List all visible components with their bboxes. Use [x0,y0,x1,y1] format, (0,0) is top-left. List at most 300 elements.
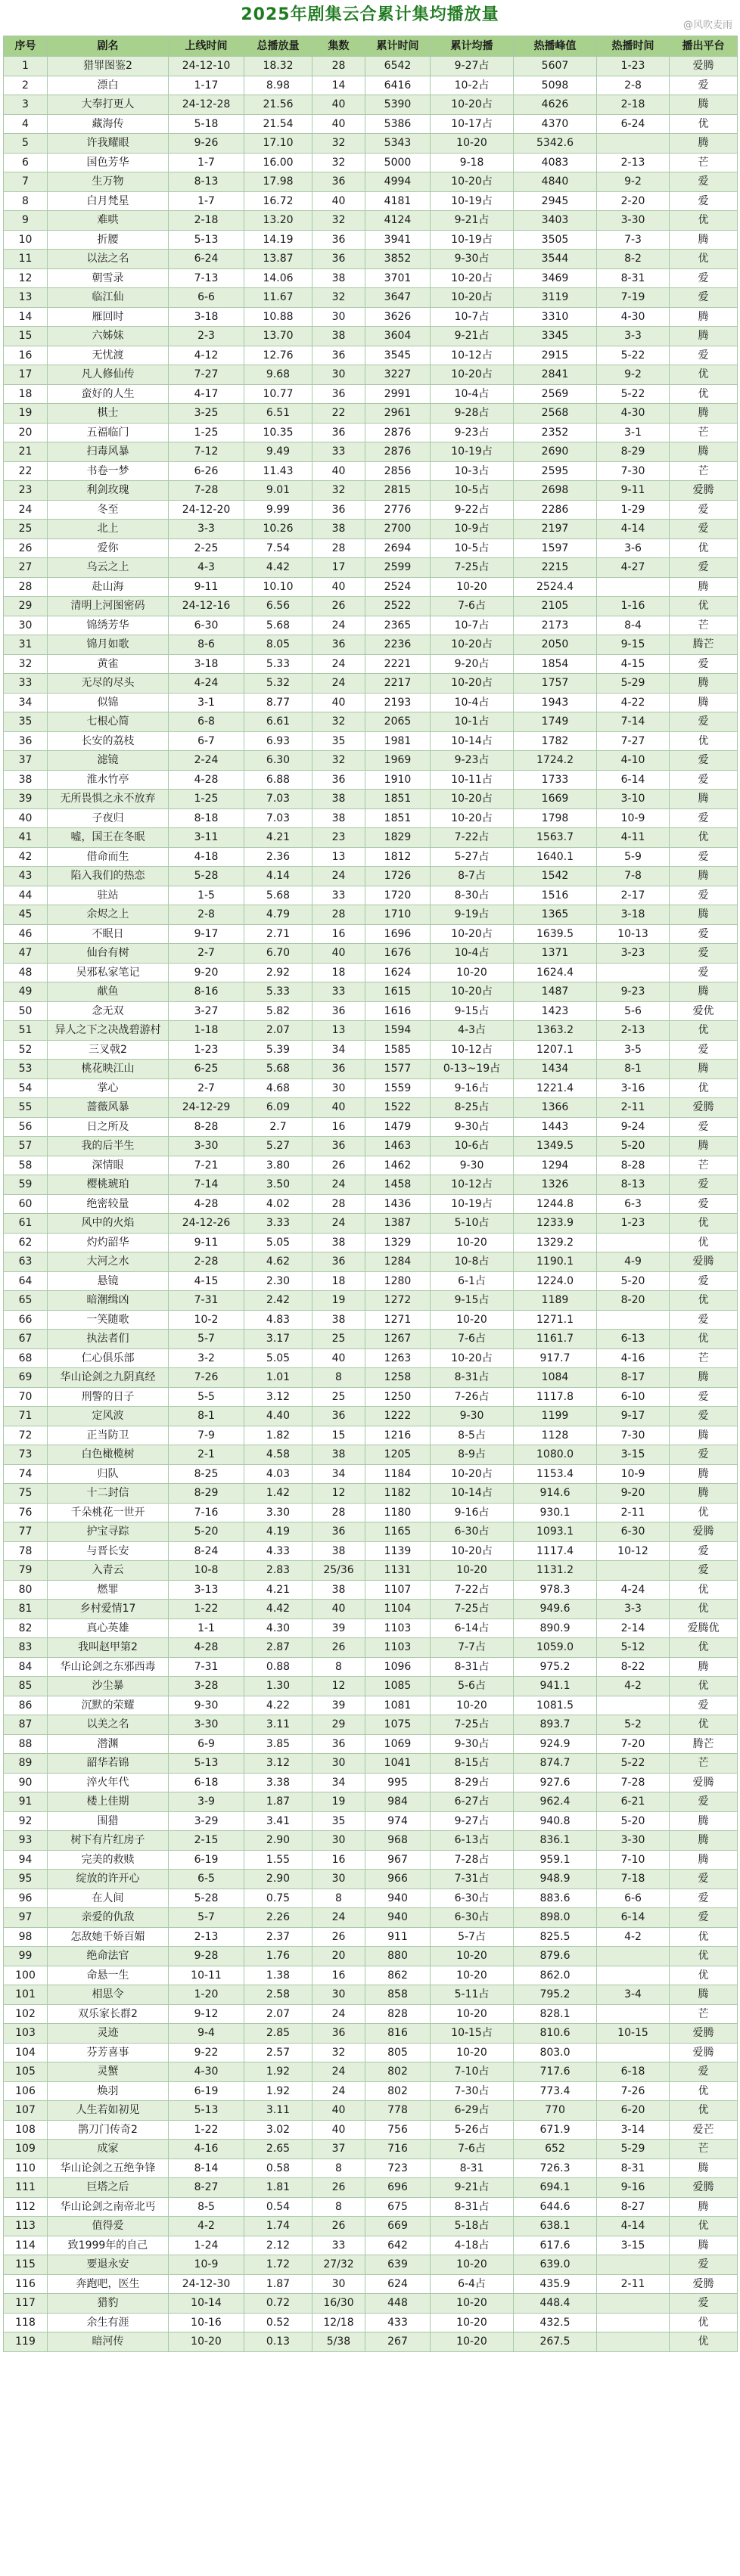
release-date: 3-28 [169,1677,244,1696]
peak-views: 1224.0 [514,1271,597,1291]
row-index: 90 [4,1773,48,1792]
peak-views: 1371 [514,944,597,964]
show-title: 樱桃琥珀 [48,1175,169,1195]
episodes: 36 [312,230,365,250]
episodes: 38 [312,1310,365,1330]
total-views: 1.81 [244,2178,312,2198]
show-title: 怎敌她千娇百媚 [48,1927,169,1947]
row-index: 9 [4,211,48,231]
row-index: 77 [4,1522,48,1542]
show-title: 华山论剑之南帝北丐 [48,2197,169,2217]
peak-views: 1516 [514,886,597,905]
table-row [4,1927,738,1947]
peak-time [597,1696,670,1715]
table-row [4,847,738,867]
cumulative-avg: 10-20 [431,1696,514,1715]
total-views: 3.85 [244,1734,312,1754]
table-row [4,95,738,115]
platform: 优 [670,1580,738,1600]
release-date: 2-8 [169,905,244,925]
episodes: 26 [312,1927,365,1947]
table-row [4,365,738,385]
total-views: 4.14 [244,867,312,886]
cumulative-time: 1479 [365,1117,431,1137]
show-title: 仙台有树 [48,944,169,964]
total-views: 6.09 [244,1098,312,1118]
cumulative-time: 3647 [365,288,431,308]
show-title: 护宝寻踪 [48,1522,169,1542]
platform: 爱腾 [670,2274,738,2294]
total-views: 4.03 [244,1464,312,1484]
episodes: 28 [312,905,365,925]
peak-views: 1153.4 [514,1464,597,1484]
episodes: 39 [312,1696,365,1715]
show-title: 奔跑吧，医生 [48,2274,169,2294]
episodes: 40 [312,461,365,481]
row-index: 117 [4,2294,48,2314]
release-date: 1-24 [169,2236,244,2255]
release-date: 6-19 [169,1850,244,1870]
release-date: 8-28 [169,1117,244,1137]
show-title: 生万物 [48,172,169,192]
row-index: 44 [4,886,48,905]
total-views: 3.33 [244,1214,312,1234]
release-date: 7-12 [169,442,244,462]
peak-views: 1233.9 [514,1214,597,1234]
platform: 优 [670,384,738,404]
row-index: 6 [4,153,48,172]
table-row [4,2255,738,2275]
release-date: 6-30 [169,616,244,635]
episodes: 19 [312,1792,365,1812]
peak-views: 1542 [514,867,597,886]
cumulative-avg: 8-25占 [431,1098,514,1118]
cumulative-time: 1222 [365,1407,431,1426]
episodes: 38 [312,1233,365,1252]
total-views: 1.87 [244,1792,312,1812]
episodes: 36 [312,1060,365,1079]
cumulative-time: 4181 [365,191,431,211]
total-views: 3.50 [244,1175,312,1195]
cumulative-avg: 9-22占 [431,500,514,520]
table-row [4,538,738,558]
cumulative-avg: 7-28占 [431,1850,514,1870]
total-views: 4.83 [244,1310,312,1330]
platform: 芒 [670,461,738,481]
table-row [4,2120,738,2140]
peak-views: 828.1 [514,2004,597,2024]
show-title: 无尽的尽头 [48,674,169,694]
peak-time: 1-23 [597,57,670,76]
episodes: 34 [312,1040,365,1060]
show-title: 亲爱的仇敌 [48,1908,169,1928]
col-header: 热播时间 [597,36,670,57]
peak-views: 2286 [514,500,597,520]
platform: 爱 [670,1407,738,1426]
table-row [4,1811,738,1831]
peak-time [597,1966,670,1985]
cumulative-time: 1615 [365,982,431,1002]
release-date: 6-7 [169,731,244,751]
show-title: 焕羽 [48,2081,169,2101]
platform: 腾 [670,2197,738,2217]
table-row [4,327,738,346]
cumulative-avg: 10-19占 [431,1194,514,1214]
row-index: 94 [4,1850,48,1870]
row-index: 31 [4,635,48,655]
table-row [4,1503,738,1522]
release-date: 24-12-28 [169,95,244,115]
row-index: 27 [4,558,48,578]
peak-views: 4083 [514,153,597,172]
peak-time: 3-1 [597,423,670,442]
cumulative-time: 2522 [365,597,431,616]
table-row [4,1233,738,1252]
cumulative-time: 940 [365,1908,431,1928]
release-date: 5-28 [169,1889,244,1908]
cumulative-time: 723 [365,2159,431,2178]
show-title: 无所畏惧之永不放弃 [48,790,169,809]
row-index: 12 [4,268,48,288]
peak-views: 836.1 [514,1831,597,1851]
platform: 优 [670,1233,738,1252]
platform: 爱 [670,654,738,674]
total-views: 21.54 [244,114,312,134]
episodes: 30 [312,365,365,385]
total-views: 1.87 [244,2274,312,2294]
release-date: 24-12-29 [169,1098,244,1118]
table-row [4,1985,738,2005]
total-views: 12.76 [244,346,312,365]
table-row [4,828,738,848]
total-views: 14.19 [244,230,312,250]
row-index: 95 [4,1870,48,1889]
episodes: 40 [312,2120,365,2140]
show-title: 华山论剑之五绝争锋 [48,2159,169,2178]
row-index: 52 [4,1040,48,1060]
table-row [4,635,738,655]
show-title: 似锦 [48,693,169,712]
peak-time: 9-24 [597,1117,670,1137]
show-title: 正当防卫 [48,1426,169,1445]
platform: 芒 [670,2140,738,2159]
cumulative-time: 1458 [365,1175,431,1195]
release-date: 6-5 [169,1870,244,1889]
platform: 爱 [670,712,738,732]
peak-time [597,1310,670,1330]
cumulative-avg: 9-15占 [431,1001,514,1021]
total-views: 7.54 [244,538,312,558]
episodes: 8 [312,1368,365,1388]
show-title: 乡村爱情17 [48,1600,169,1619]
row-index: 8 [4,191,48,211]
table-row [4,2004,738,2024]
cumulative-time: 995 [365,1773,431,1792]
peak-time: 4-22 [597,693,670,712]
platform: 爱 [670,847,738,867]
episodes: 28 [312,538,365,558]
peak-views: 1487 [514,982,597,1002]
total-views: 7.03 [244,808,312,828]
total-views: 3.30 [244,1503,312,1522]
table-row [4,423,738,442]
show-title: 献鱼 [48,982,169,1002]
total-views: 3.12 [244,1754,312,1774]
peak-time: 2-8 [597,76,670,95]
peak-time: 8-31 [597,268,670,288]
cumulative-time: 2700 [365,520,431,539]
table-row [4,1889,738,1908]
total-views: 21.56 [244,95,312,115]
table-row [4,1850,738,1870]
peak-views: 3345 [514,327,597,346]
cumulative-avg: 9-23占 [431,751,514,771]
release-date: 3-30 [169,1137,244,1156]
total-views: 9.01 [244,481,312,501]
row-index: 89 [4,1754,48,1774]
episodes: 28 [312,57,365,76]
cumulative-avg: 7-6占 [431,597,514,616]
peak-views: 1117.8 [514,1387,597,1407]
cumulative-avg: 10-20 [431,2043,514,2062]
platform: 爱 [670,1792,738,1812]
platform: 爱 [670,2294,738,2314]
row-index: 49 [4,982,48,1002]
show-title: 灵蟹 [48,2062,169,2082]
cumulative-time: 624 [365,2274,431,2294]
table-row [4,461,738,481]
show-title: 借命而生 [48,847,169,867]
release-date: 3-1 [169,693,244,712]
peak-views: 1189 [514,1291,597,1311]
cumulative-time: 828 [365,2004,431,2024]
cumulative-time: 1075 [365,1715,431,1735]
table-row [4,1870,738,1889]
release-date: 9-17 [169,924,244,944]
cumulative-time: 1594 [365,1021,431,1041]
cumulative-time: 1263 [365,1349,431,1368]
peak-views: 898.0 [514,1908,597,1928]
episodes: 36 [312,2024,365,2044]
peak-views: 2569 [514,384,597,404]
peak-views: 941.1 [514,1677,597,1696]
col-header: 热播峰值 [514,36,597,57]
release-date: 2-1 [169,1445,244,1465]
cumulative-avg: 10-5占 [431,481,514,501]
release-date: 6-8 [169,712,244,732]
cumulative-avg: 9-21占 [431,211,514,231]
show-title: 子夜归 [48,808,169,828]
row-index: 21 [4,442,48,462]
episodes: 16 [312,1117,365,1137]
episodes: 16 [312,1966,365,1985]
release-date: 4-28 [169,1194,244,1214]
peak-time: 4-14 [597,2217,670,2236]
col-header: 剧名 [48,36,169,57]
release-date: 3-2 [169,1349,244,1368]
show-title: 相思令 [48,1985,169,2005]
episodes: 8 [312,2159,365,2178]
row-index: 59 [4,1175,48,1195]
total-views: 16.72 [244,191,312,211]
show-title: 绝命法官 [48,1947,169,1966]
show-title: 以法之名 [48,250,169,269]
table-row [4,442,738,462]
table-row [4,2081,738,2101]
cumulative-time: 2815 [365,481,431,501]
release-date: 1-1 [169,1619,244,1638]
total-views: 2.65 [244,2140,312,2159]
cumulative-time: 6542 [365,57,431,76]
row-index: 74 [4,1464,48,1484]
peak-time: 3-3 [597,327,670,346]
episodes: 16 [312,924,365,944]
cumulative-avg: 8-31占 [431,1368,514,1388]
platform: 优 [670,2313,738,2332]
row-index: 60 [4,1194,48,1214]
cumulative-time: 3852 [365,250,431,269]
peak-time: 8-28 [597,1156,670,1175]
peak-views: 2197 [514,520,597,539]
table-row [4,1734,738,1754]
cumulative-time: 1267 [365,1330,431,1349]
cumulative-avg: 6-27占 [431,1792,514,1812]
platform: 爱腾 [670,2178,738,2198]
release-date: 8-24 [169,1541,244,1561]
table-row [4,616,738,635]
episodes: 32 [312,751,365,771]
show-title: 仁心俱乐部 [48,1349,169,1368]
cumulative-avg: 10-20占 [431,288,514,308]
cumulative-time: 2236 [365,635,431,655]
total-views: 4.62 [244,1252,312,1272]
platform: 优 [670,1927,738,1947]
episodes: 36 [312,346,365,365]
row-index: 4 [4,114,48,134]
cumulative-time: 669 [365,2217,431,2236]
table-row [4,982,738,1002]
cumulative-time: 1696 [365,924,431,944]
peak-time: 6-24 [597,114,670,134]
episodes: 27/32 [312,2255,365,2275]
row-index: 13 [4,288,48,308]
total-views: 1.55 [244,1850,312,1870]
table-row [4,1754,738,1774]
peak-views: 1724.2 [514,751,597,771]
row-index: 81 [4,1600,48,1619]
cumulative-time: 4124 [365,211,431,231]
table-row [4,2101,738,2121]
cumulative-avg: 9-30占 [431,1734,514,1754]
peak-time: 9-2 [597,172,670,192]
platform: 腾 [670,1831,738,1851]
total-views: 2.57 [244,2043,312,2062]
cumulative-avg: 6-4占 [431,2274,514,2294]
episodes: 38 [312,808,365,828]
platform: 爱 [670,924,738,944]
cumulative-avg: 7-25占 [431,1600,514,1619]
cumulative-avg: 9-30 [431,1156,514,1175]
table-row [4,2140,738,2159]
cumulative-time: 2599 [365,558,431,578]
peak-views: 773.4 [514,2081,597,2101]
row-index: 101 [4,1985,48,2005]
episodes: 37 [312,2140,365,2159]
show-title: 在人间 [48,1889,169,1908]
table-row [4,1600,738,1619]
peak-time: 2-11 [597,1503,670,1522]
cumulative-time: 2221 [365,654,431,674]
total-views: 5.32 [244,674,312,694]
row-index: 29 [4,597,48,616]
total-views: 18.32 [244,57,312,76]
row-index: 32 [4,654,48,674]
peak-time: 5-29 [597,2140,670,2159]
cumulative-time: 2193 [365,693,431,712]
cumulative-time: 1463 [365,1137,431,1156]
episodes: 24 [312,2062,365,2082]
cumulative-avg: 8-5占 [431,1426,514,1445]
platform: 腾 [670,1811,738,1831]
release-date: 3-11 [169,828,244,848]
table-row [4,2294,738,2314]
peak-views: 3469 [514,268,597,288]
show-title: 不眠日 [48,924,169,944]
peak-time: 2-11 [597,2274,670,2294]
release-date: 4-24 [169,674,244,694]
peak-views: 810.6 [514,2024,597,2044]
show-title: 十二封信 [48,1484,169,1504]
episodes: 24 [312,1214,365,1234]
row-index: 85 [4,1677,48,1696]
peak-time: 6-21 [597,1792,670,1812]
platform: 优 [670,2101,738,2121]
peak-views: 3544 [514,250,597,269]
peak-time: 2-17 [597,886,670,905]
peak-views: 2173 [514,616,597,635]
show-title: 刑警的日子 [48,1387,169,1407]
total-views: 4.33 [244,1541,312,1561]
cumulative-time: 1676 [365,944,431,964]
cumulative-avg: 10-7占 [431,307,514,327]
total-views: 4.42 [244,558,312,578]
release-date: 3-9 [169,1792,244,1812]
platform: 爱腾 [670,1252,738,1272]
cumulative-avg: 7-26占 [431,1387,514,1407]
episodes: 40 [312,2101,365,2121]
peak-views: 1943 [514,693,597,712]
episodes: 12 [312,1484,365,1504]
show-title: 赴山海 [48,577,169,597]
show-title: 执法者们 [48,1330,169,1349]
table-row [4,1947,738,1966]
episodes: 40 [312,95,365,115]
peak-time: 3-6 [597,538,670,558]
table-row [4,211,738,231]
table-row [4,2024,738,2044]
row-index: 39 [4,790,48,809]
row-index: 55 [4,1098,48,1118]
cumulative-time: 2365 [365,616,431,635]
total-views: 2.07 [244,1021,312,1041]
platform: 腾 [670,134,738,154]
total-views: 11.67 [244,288,312,308]
table-row [4,1001,738,1021]
platform: 腾 [670,404,738,424]
peak-views: 2215 [514,558,597,578]
episodes: 18 [312,1271,365,1291]
table-row [4,1252,738,1272]
